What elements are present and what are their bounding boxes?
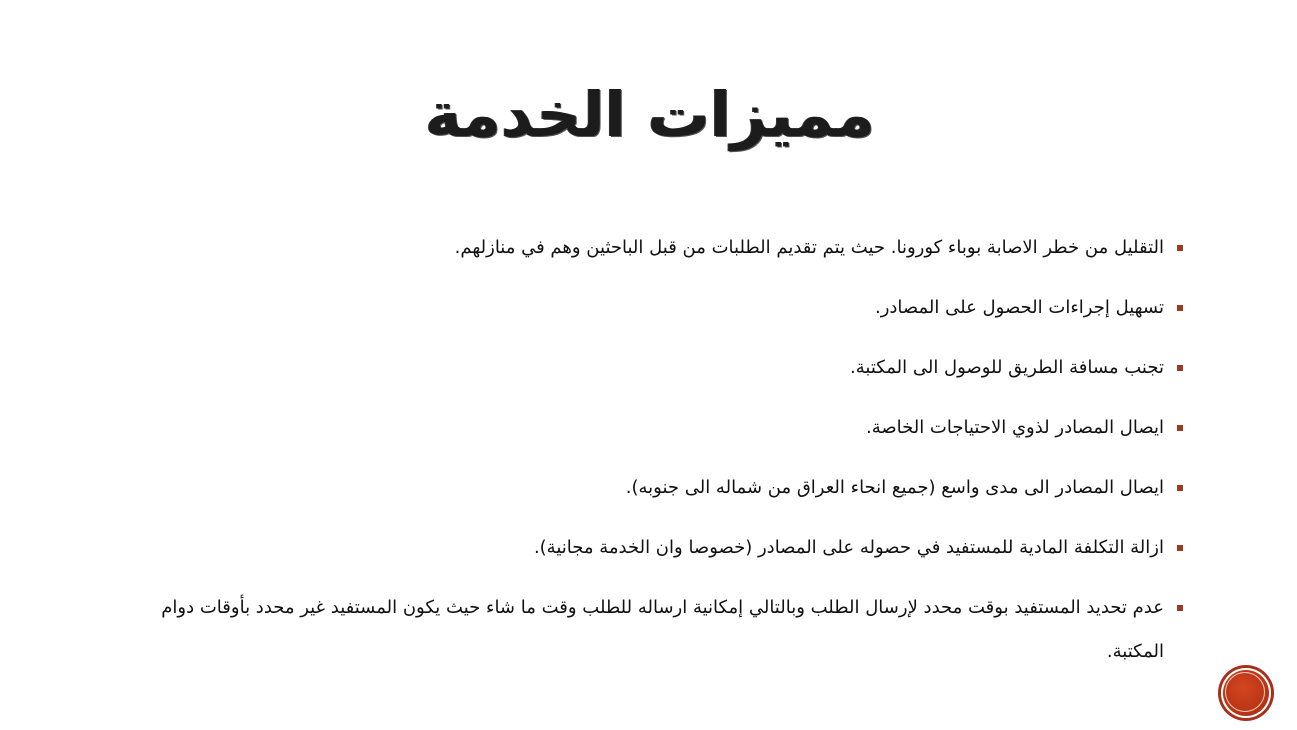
circle-nav-button[interactable]	[1221, 668, 1271, 718]
list-item	[118, 586, 1183, 676]
list-item	[118, 466, 1183, 526]
bullet-text: تسهيل إجراءات الحصول على المصادر.	[875, 297, 1164, 318]
list-item	[118, 226, 1183, 286]
circle-ring-icon	[1225, 672, 1265, 712]
bullet-text: ايصال المصادر الى مدى واسع (جميع انحاء العراق من شماله الى جنوبه).	[625, 477, 1164, 498]
bullet-text: التقليل من خطر الاصابة بوباء كورونا. حيث يتم تقديم الطلبات من قبل الباحثين وهم في منازلهم.	[454, 237, 1164, 258]
bullet-text: ازالة التكلفة المادية للمستفيد في حصوله على المصادر (خصوصا وان الخدمة مجانية).	[533, 537, 1164, 558]
bullet-text: ايصال المصادر لذوي الاحتياجات الخاصة.	[865, 417, 1164, 438]
bullet-text: عدم تحديد المستفيد بوقت محدد لإرسال الطلب وبالتالي إمكانية ارساله للطلب وقت ما شاء حيث يكون المستفيد غير محدد بأوقات دوام المكتبة.	[161, 597, 1164, 662]
list-item	[118, 346, 1183, 406]
square-bullet-icon	[1177, 245, 1183, 251]
list-item	[118, 406, 1183, 466]
list-item	[118, 526, 1183, 586]
square-bullet-icon	[1177, 605, 1183, 611]
bullet-list	[118, 226, 1183, 676]
square-bullet-icon	[1177, 425, 1183, 431]
square-bullet-icon	[1177, 545, 1183, 551]
slide-title: مميزات الخدمة	[425, 78, 875, 151]
square-bullet-icon	[1177, 305, 1183, 311]
square-bullet-icon	[1177, 485, 1183, 491]
bullet-text: تجنب مسافة الطريق للوصول الى المكتبة.	[850, 357, 1164, 378]
square-bullet-icon	[1177, 365, 1183, 371]
list-item	[118, 286, 1183, 346]
